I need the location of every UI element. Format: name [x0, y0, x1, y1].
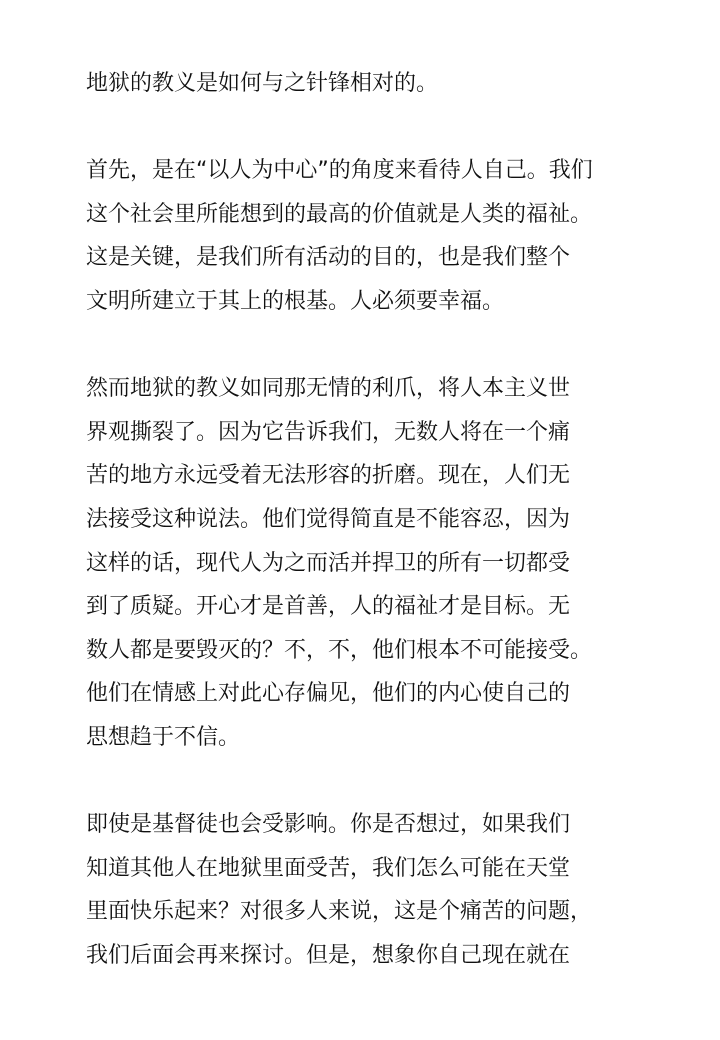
paragraph-1 [86, 62, 646, 106]
paragraph-2 [86, 149, 646, 323]
text-line: 这样的话，现代人为之而活并捍卫的所有一切都受 [86, 550, 571, 576]
text-line: 地狱的教义是如何与之针锋相对的。 [86, 71, 439, 96]
text-line: 知道其他人在地狱里面受苦，我们怎么可能在天堂 [86, 855, 571, 881]
paragraph-3 [86, 367, 646, 759]
text-line: 文明所建立于其上的根基。人必须要幸福。 [86, 288, 505, 314]
text-line: 这个社会里所能想到的最高的价值就是人类的福祉。 [86, 201, 593, 227]
text-line: 这是关键，是我们所有活动的目的，也是我们整个 [86, 245, 571, 271]
text-line: 苦的地方永远受着无法形容的折磨。现在，人们无 [86, 463, 571, 489]
text-line: 界观撕裂了。因为它告诉我们，无数人将在一个痛 [86, 419, 571, 445]
paragraph-4 [86, 803, 646, 977]
text-line: 首先，是在“以人为中心”的角度来看待人自己。我们 [86, 158, 593, 184]
text-line: 他们在情感上对此心存偏见，他们的内心使自己的 [86, 681, 571, 707]
text-line: 法接受这种说法。他们觉得简直是不能容忍，因为 [86, 506, 571, 532]
text-line: 我们后面会再来探讨。但是，想象你自己现在就在 [86, 942, 571, 968]
text-line: 然而地狱的教义如同那无情的利爪，将人本主义世 [86, 376, 571, 402]
text-line: 到了质疑。开心才是首善，人的福祉才是目标。无 [86, 594, 571, 620]
text-line: 里面快乐起来？对很多人来说，这是个痛苦的问题， [86, 899, 593, 925]
text-line: 思想趋于不信。 [86, 724, 241, 750]
document-page [86, 62, 646, 1021]
text-line: 数人都是要毁灭的？不，不，他们根本不可能接受。 [86, 637, 593, 663]
text-line: 即使是基督徒也会受影响。你是否想过，如果我们 [86, 812, 571, 838]
